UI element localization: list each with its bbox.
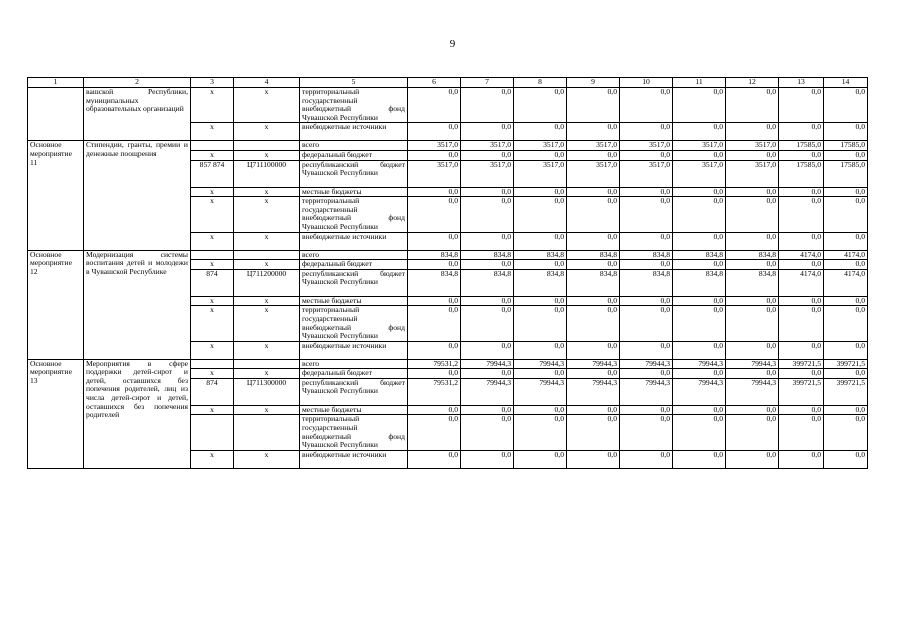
cell-value: 0,0 bbox=[726, 197, 779, 232]
cell-value: 0,0 bbox=[567, 341, 620, 359]
cell-value: 0,0 bbox=[726, 306, 779, 341]
cell-value: 0,0 bbox=[620, 88, 673, 123]
cell-value: 834,8 bbox=[673, 269, 726, 296]
cell-value: 79944,3 bbox=[567, 359, 620, 369]
cell-value: 0,0 bbox=[461, 369, 514, 379]
cell-target-code: x bbox=[234, 260, 300, 270]
cell-funding-source: федеральный бюджет bbox=[300, 260, 408, 270]
cell-value: 17585,0 bbox=[824, 160, 868, 187]
cell-value: 0,0 bbox=[824, 150, 868, 160]
cell-value: 3517,0 bbox=[408, 141, 461, 151]
cell-value: 0,0 bbox=[726, 150, 779, 160]
cell-code: 857 874 bbox=[191, 160, 234, 187]
cell-value: 0,0 bbox=[726, 232, 779, 250]
cell-value: 0,0 bbox=[408, 260, 461, 270]
cell-value: 0,0 bbox=[726, 123, 779, 141]
cell-value: 79531,2 bbox=[408, 378, 461, 405]
cell-target-code bbox=[234, 250, 300, 260]
cell-activity-desc: Мероприятия в сфере поддержки детей-сирот и детей, оставшихся без попечения родителей, лиц из числа детей-сирот и детей, оставшихся без попечения родителей bbox=[84, 359, 191, 468]
cell-funding-source: всего bbox=[300, 141, 408, 151]
column-number-cell: 12 bbox=[726, 78, 779, 88]
cell-value: 834,8 bbox=[514, 269, 567, 296]
cell-value: 834,8 bbox=[620, 250, 673, 260]
cell-value: 0,0 bbox=[567, 187, 620, 197]
column-number-cell: 4 bbox=[234, 78, 300, 88]
cell-activity-desc: Стипендии, гранты, премии и денежные поощрения bbox=[84, 141, 191, 250]
cell-code bbox=[191, 141, 234, 151]
cell-value: 834,8 bbox=[461, 250, 514, 260]
cell-value: 3517,0 bbox=[567, 141, 620, 151]
cell-value: 0,0 bbox=[779, 187, 824, 197]
cell-value: 0,0 bbox=[567, 150, 620, 160]
cell-code: x bbox=[191, 450, 234, 468]
cell-value: 0,0 bbox=[824, 306, 868, 341]
cell-value: 0,0 bbox=[620, 260, 673, 270]
cell-value: 0,0 bbox=[620, 296, 673, 306]
cell-value: 0,0 bbox=[567, 306, 620, 341]
cell-funding-source: республиканский бюджет Чувашской Республики bbox=[300, 160, 408, 187]
cell-value: 79944,3 bbox=[514, 359, 567, 369]
cell-value: 399721,5 bbox=[824, 359, 868, 369]
cell-value: 0,0 bbox=[726, 415, 779, 450]
cell-activity-name: Основное мероприятие 13 bbox=[28, 359, 84, 468]
cell-value: 0,0 bbox=[408, 369, 461, 379]
cell-target-code: x bbox=[234, 197, 300, 232]
cell-value: 0,0 bbox=[673, 150, 726, 160]
cell-value: 0,0 bbox=[620, 405, 673, 415]
cell-activity-name bbox=[28, 88, 84, 141]
cell-value: 17585,0 bbox=[779, 160, 824, 187]
column-number-cell: 5 bbox=[300, 78, 408, 88]
cell-value: 0,0 bbox=[726, 341, 779, 359]
cell-value: 0,0 bbox=[408, 450, 461, 468]
table-row bbox=[28, 250, 868, 260]
cell-value: 3517,0 bbox=[726, 160, 779, 187]
column-number-cell: 3 bbox=[191, 78, 234, 88]
cell-value: 0,0 bbox=[779, 88, 824, 123]
cell-funding-source: всего bbox=[300, 250, 408, 260]
cell-value: 0,0 bbox=[779, 405, 824, 415]
cell-funding-source: федеральный бюджет bbox=[300, 150, 408, 160]
cell-target-code: x bbox=[234, 150, 300, 160]
cell-target-code bbox=[234, 415, 300, 450]
cell-funding-source: территориальный государственный внебюджетный фонд Чувашской Республики bbox=[300, 88, 408, 123]
cell-activity-name: Основное мероприятие 11 bbox=[28, 141, 84, 250]
cell-value: 0,0 bbox=[514, 296, 567, 306]
cell-value: 0,0 bbox=[673, 405, 726, 415]
cell-value: 834,8 bbox=[726, 250, 779, 260]
cell-target-code: x bbox=[234, 296, 300, 306]
cell-value: 834,8 bbox=[620, 269, 673, 296]
cell-value: 399721,5 bbox=[779, 359, 824, 369]
cell-target-code bbox=[234, 141, 300, 151]
cell-value: 0,0 bbox=[824, 341, 868, 359]
cell-value: 0,0 bbox=[726, 187, 779, 197]
cell-value: 79944,3 bbox=[673, 378, 726, 405]
cell-value: 0,0 bbox=[620, 123, 673, 141]
cell-value: 0,0 bbox=[567, 369, 620, 379]
cell-value: 0,0 bbox=[824, 296, 868, 306]
cell-code: x bbox=[191, 123, 234, 141]
table-body bbox=[28, 78, 868, 469]
column-number-cell: 9 bbox=[567, 78, 620, 88]
cell-value: 0,0 bbox=[461, 197, 514, 232]
column-number-cell: 6 bbox=[408, 78, 461, 88]
cell-value: 834,8 bbox=[514, 250, 567, 260]
cell-funding-source: внебюджетные источники bbox=[300, 341, 408, 359]
cell-value: 0,0 bbox=[824, 187, 868, 197]
cell-value: 0,0 bbox=[673, 306, 726, 341]
cell-code bbox=[191, 250, 234, 260]
cell-value: 834,8 bbox=[673, 250, 726, 260]
cell-code: x bbox=[191, 260, 234, 270]
cell-value: 3517,0 bbox=[514, 160, 567, 187]
cell-value: 0,0 bbox=[824, 369, 868, 379]
cell-value: 3517,0 bbox=[726, 141, 779, 151]
cell-value: 0,0 bbox=[461, 232, 514, 250]
cell-value: 0,0 bbox=[620, 415, 673, 450]
cell-value: 79944,3 bbox=[514, 378, 567, 405]
cell-target-code: x bbox=[234, 405, 300, 415]
cell-value: 0,0 bbox=[673, 197, 726, 232]
cell-value: 0,0 bbox=[567, 88, 620, 123]
cell-value: 0,0 bbox=[779, 306, 824, 341]
cell-value: 0,0 bbox=[824, 450, 868, 468]
cell-value: 0,0 bbox=[673, 232, 726, 250]
cell-funding-source: территориальный государственный внебюджетный фонд Чувашской Республики bbox=[300, 306, 408, 341]
column-number-cell: 13 bbox=[779, 78, 824, 88]
table-row bbox=[28, 359, 868, 369]
cell-value: 0,0 bbox=[408, 341, 461, 359]
cell-value: 0,0 bbox=[673, 450, 726, 468]
cell-value: 0,0 bbox=[461, 405, 514, 415]
cell-value: 79944,3 bbox=[620, 359, 673, 369]
cell-value: 0,0 bbox=[514, 405, 567, 415]
cell-code: x bbox=[191, 296, 234, 306]
cell-value: 79944,3 bbox=[726, 359, 779, 369]
cell-value: 3517,0 bbox=[620, 160, 673, 187]
cell-value: 0,0 bbox=[461, 123, 514, 141]
cell-value: 79944,3 bbox=[620, 378, 673, 405]
cell-target-code: x bbox=[234, 450, 300, 468]
cell-value: 0,0 bbox=[461, 260, 514, 270]
cell-funding-source: местные бюджеты bbox=[300, 296, 408, 306]
page-number: 9 bbox=[449, 38, 456, 50]
cell-value: 4174,0 bbox=[779, 250, 824, 260]
cell-value: 3517,0 bbox=[567, 160, 620, 187]
cell-value: 0,0 bbox=[514, 450, 567, 468]
cell-value: 3517,0 bbox=[673, 160, 726, 187]
cell-value: 0,0 bbox=[779, 150, 824, 160]
cell-value: 0,0 bbox=[514, 232, 567, 250]
cell-value: 0,0 bbox=[824, 123, 868, 141]
cell-funding-source: внебюджетные источники bbox=[300, 450, 408, 468]
cell-value: 0,0 bbox=[824, 197, 868, 232]
cell-value: 0,0 bbox=[779, 341, 824, 359]
cell-value: 0,0 bbox=[726, 405, 779, 415]
cell-value: 0,0 bbox=[779, 369, 824, 379]
cell-value: 0,0 bbox=[461, 306, 514, 341]
column-number-row bbox=[28, 78, 868, 88]
cell-value: 0,0 bbox=[461, 88, 514, 123]
cell-value: 0,0 bbox=[567, 296, 620, 306]
cell-code: x bbox=[191, 187, 234, 197]
cell-activity-name: Основное мероприятие 12 bbox=[28, 250, 84, 359]
cell-value: 0,0 bbox=[408, 197, 461, 232]
cell-funding-source: федеральный бюджет bbox=[300, 369, 408, 379]
cell-funding-source: местные бюджеты bbox=[300, 405, 408, 415]
cell-value: 0,0 bbox=[779, 197, 824, 232]
cell-target-code: x bbox=[234, 232, 300, 250]
cell-value: 0,0 bbox=[620, 341, 673, 359]
cell-value: 3517,0 bbox=[673, 141, 726, 151]
cell-activity-desc: Модернизация системы воспитания детей и молодежи в Чувашской Республике bbox=[84, 250, 191, 359]
cell-value: 0,0 bbox=[408, 405, 461, 415]
cell-value: 0,0 bbox=[514, 369, 567, 379]
cell-code: 874 bbox=[191, 269, 234, 296]
cell-activity-desc: вашской Республики, муниципальных образовательных организаций bbox=[84, 88, 191, 141]
cell-value: 0,0 bbox=[726, 450, 779, 468]
cell-target-code: Ц711100000 bbox=[234, 160, 300, 187]
cell-value: 4174,0 bbox=[824, 269, 868, 296]
cell-value: 0,0 bbox=[779, 260, 824, 270]
cell-value: 0,0 bbox=[779, 296, 824, 306]
cell-value: 79944,3 bbox=[726, 378, 779, 405]
cell-value: 0,0 bbox=[567, 123, 620, 141]
cell-value: 79944,3 bbox=[461, 359, 514, 369]
cell-target-code: x bbox=[234, 341, 300, 359]
cell-value: 0,0 bbox=[673, 187, 726, 197]
cell-value: 0,0 bbox=[408, 415, 461, 450]
cell-value: 0,0 bbox=[461, 341, 514, 359]
cell-funding-source: республиканский бюджет Чувашской Республики bbox=[300, 378, 408, 405]
cell-value: 0,0 bbox=[461, 450, 514, 468]
cell-value: 4174,0 bbox=[779, 269, 824, 296]
cell-funding-source: республиканский бюджет Чувашской Республики bbox=[300, 269, 408, 296]
column-number-cell: 7 bbox=[461, 78, 514, 88]
cell-value: 399721,5 bbox=[779, 378, 824, 405]
cell-value: 0,0 bbox=[514, 306, 567, 341]
cell-value: 0,0 bbox=[673, 260, 726, 270]
cell-value: 79944,3 bbox=[567, 378, 620, 405]
cell-value: 834,8 bbox=[567, 269, 620, 296]
cell-value: 0,0 bbox=[620, 232, 673, 250]
cell-target-code: x bbox=[234, 306, 300, 341]
cell-value: 3517,0 bbox=[620, 141, 673, 151]
cell-value: 0,0 bbox=[824, 415, 868, 450]
table-row bbox=[28, 88, 868, 123]
cell-value: 0,0 bbox=[620, 197, 673, 232]
cell-target-code: Ц711200000 bbox=[234, 269, 300, 296]
cell-value: 79944,3 bbox=[461, 378, 514, 405]
cell-value: 0,0 bbox=[620, 369, 673, 379]
cell-value: 0,0 bbox=[567, 415, 620, 450]
cell-funding-source: всего bbox=[300, 359, 408, 369]
cell-value: 0,0 bbox=[567, 450, 620, 468]
cell-value: 0,0 bbox=[673, 296, 726, 306]
cell-value: 3517,0 bbox=[514, 141, 567, 151]
cell-code: x bbox=[191, 232, 234, 250]
cell-code: x bbox=[191, 341, 234, 359]
cell-value: 79944,3 bbox=[673, 359, 726, 369]
cell-code: 874 bbox=[191, 378, 234, 405]
cell-value: 0,0 bbox=[673, 369, 726, 379]
cell-target-code: x bbox=[234, 187, 300, 197]
cell-value: 834,8 bbox=[567, 250, 620, 260]
cell-value: 0,0 bbox=[567, 405, 620, 415]
cell-value: 0,0 bbox=[514, 415, 567, 450]
cell-value: 834,8 bbox=[726, 269, 779, 296]
cell-value: 0,0 bbox=[461, 415, 514, 450]
cell-target-code: x bbox=[234, 123, 300, 141]
cell-code bbox=[191, 359, 234, 369]
cell-value: 0,0 bbox=[408, 232, 461, 250]
cell-funding-source: внебюджетные источники bbox=[300, 232, 408, 250]
cell-value: 3517,0 bbox=[408, 160, 461, 187]
cell-code: x bbox=[191, 405, 234, 415]
cell-value: 0,0 bbox=[673, 415, 726, 450]
cell-value: 17585,0 bbox=[779, 141, 824, 151]
column-number-cell: 2 bbox=[84, 78, 191, 88]
cell-value: 0,0 bbox=[779, 232, 824, 250]
cell-value: 0,0 bbox=[824, 232, 868, 250]
cell-target-code: Ц711300000 bbox=[234, 378, 300, 405]
column-number-cell: 1 bbox=[28, 78, 84, 88]
column-number-cell: 10 bbox=[620, 78, 673, 88]
cell-value: 0,0 bbox=[514, 187, 567, 197]
cell-value: 0,0 bbox=[779, 415, 824, 450]
cell-value: 0,0 bbox=[408, 187, 461, 197]
cell-value: 0,0 bbox=[779, 123, 824, 141]
cell-value: 0,0 bbox=[514, 88, 567, 123]
cell-value: 834,8 bbox=[408, 250, 461, 260]
cell-value: 17585,0 bbox=[824, 141, 868, 151]
cell-funding-source: местные бюджеты bbox=[300, 187, 408, 197]
cell-value: 0,0 bbox=[824, 260, 868, 270]
table-row bbox=[28, 141, 868, 151]
cell-value: 0,0 bbox=[726, 88, 779, 123]
cell-funding-source: внебюджетные источники bbox=[300, 123, 408, 141]
cell-target-code: x bbox=[234, 369, 300, 379]
cell-value: 3517,0 bbox=[461, 141, 514, 151]
cell-value: 0,0 bbox=[461, 150, 514, 160]
cell-value: 0,0 bbox=[567, 260, 620, 270]
cell-funding-source: территориальный государственный внебюджетный фонд Чувашской Республики bbox=[300, 415, 408, 450]
cell-value: 3517,0 bbox=[461, 160, 514, 187]
cell-value: 0,0 bbox=[620, 306, 673, 341]
cell-code: x bbox=[191, 150, 234, 160]
cell-code bbox=[191, 415, 234, 450]
cell-code: x bbox=[191, 306, 234, 341]
cell-value: 0,0 bbox=[620, 450, 673, 468]
cell-code: x bbox=[191, 88, 234, 123]
cell-code: x bbox=[191, 197, 234, 232]
cell-value: 0,0 bbox=[673, 88, 726, 123]
cell-target-code bbox=[234, 359, 300, 369]
cell-value: 0,0 bbox=[408, 296, 461, 306]
cell-value: 0,0 bbox=[726, 260, 779, 270]
cell-value: 0,0 bbox=[408, 123, 461, 141]
cell-value: 4174,0 bbox=[824, 250, 868, 260]
cell-value: 0,0 bbox=[567, 197, 620, 232]
cell-value: 0,0 bbox=[514, 260, 567, 270]
cell-value: 834,8 bbox=[461, 269, 514, 296]
cell-value: 0,0 bbox=[408, 88, 461, 123]
cell-value: 0,0 bbox=[779, 450, 824, 468]
cell-value: 399721,5 bbox=[824, 378, 868, 405]
cell-code: x bbox=[191, 369, 234, 379]
budget-table bbox=[27, 77, 868, 469]
column-number-cell: 11 bbox=[673, 78, 726, 88]
cell-value: 0,0 bbox=[514, 123, 567, 141]
cell-value: 0,0 bbox=[514, 150, 567, 160]
cell-value: 0,0 bbox=[514, 341, 567, 359]
cell-value: 0,0 bbox=[461, 296, 514, 306]
cell-value: 0,0 bbox=[824, 88, 868, 123]
cell-value: 0,0 bbox=[726, 369, 779, 379]
column-number-cell: 8 bbox=[514, 78, 567, 88]
cell-value: 0,0 bbox=[620, 150, 673, 160]
cell-value: 0,0 bbox=[673, 341, 726, 359]
cell-value: 834,8 bbox=[408, 269, 461, 296]
cell-value: 0,0 bbox=[726, 296, 779, 306]
cell-value: 0,0 bbox=[567, 232, 620, 250]
cell-value: 0,0 bbox=[514, 197, 567, 232]
cell-target-code: x bbox=[234, 88, 300, 123]
cell-funding-source: территориальный государственный внебюджетный фонд Чувашской Республики bbox=[300, 197, 408, 232]
column-number-cell: 14 bbox=[824, 78, 868, 88]
cell-value: 0,0 bbox=[408, 306, 461, 341]
cell-value: 0,0 bbox=[461, 187, 514, 197]
cell-value: 0,0 bbox=[673, 123, 726, 141]
cell-value: 79531,2 bbox=[408, 359, 461, 369]
cell-value: 0,0 bbox=[824, 405, 868, 415]
cell-value: 0,0 bbox=[408, 150, 461, 160]
cell-value: 0,0 bbox=[620, 187, 673, 197]
